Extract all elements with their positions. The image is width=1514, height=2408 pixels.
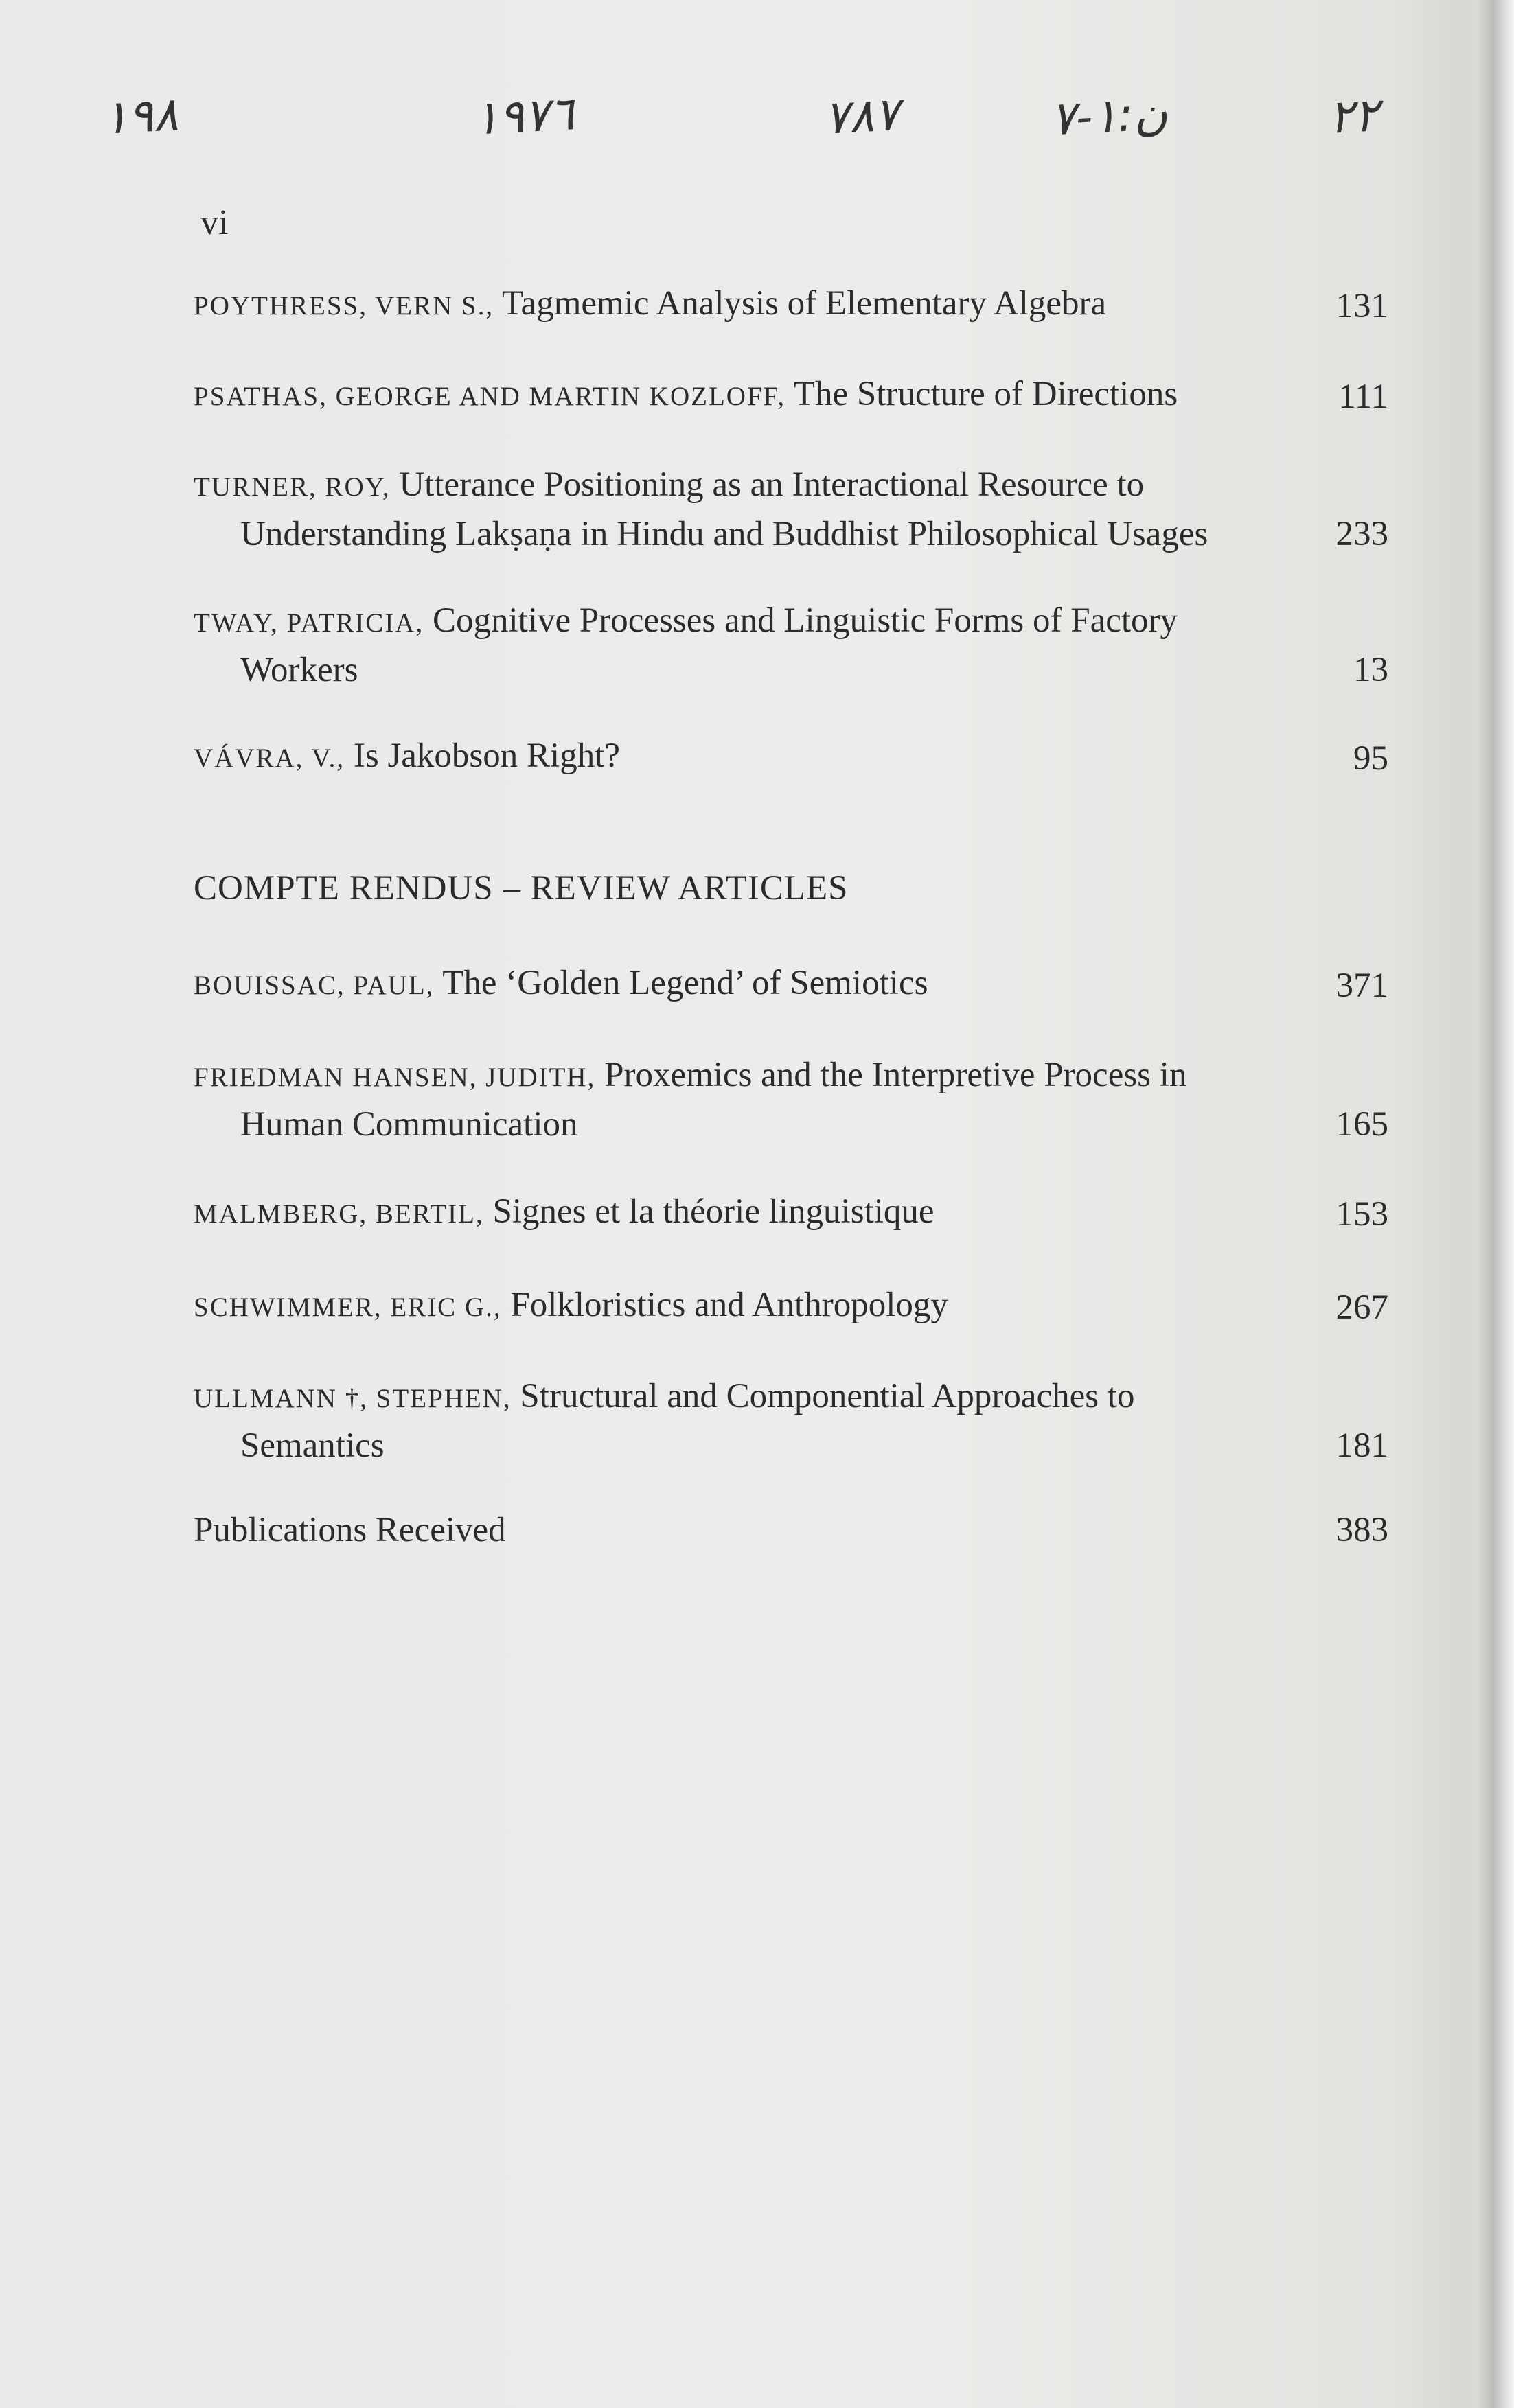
entry-title: The ‘Golden Legend’ of Semiotics [442, 964, 928, 1002]
handwritten-note: ٢٢ [1327, 88, 1381, 145]
page-number: vi [200, 203, 229, 242]
toc-entry[interactable] [194, 1282, 1388, 1331]
handwritten-note: ٧٨٧ [823, 87, 901, 146]
entry-title-continued: Semantics [240, 1426, 385, 1465]
toc-entry-publications[interactable] [194, 1507, 1388, 1553]
entry-page: 267 [1335, 1288, 1388, 1327]
entry-title-continued: Workers [240, 651, 358, 689]
entry-page: 165 [1335, 1105, 1388, 1144]
entry-page: 153 [1335, 1195, 1388, 1234]
entry-author: TURNER, ROY, [194, 472, 391, 502]
entry-author: VÁVRA, V., [194, 743, 345, 773]
entry-author: SCHWIMMER, ERIC G., [194, 1293, 502, 1322]
entry-title: Cognitive Processes and Linguistic Forms of Factory [432, 601, 1178, 640]
entry-page: 95 [1353, 739, 1388, 778]
entry-title: Folkloristics and Anthropology [510, 1286, 948, 1324]
entry-title: Proxemics and the Interpretive Process in [604, 1056, 1187, 1094]
entry-author: POYTHRESS, VERN S., [194, 291, 494, 321]
toc-entry[interactable] [194, 371, 1388, 420]
section-heading: COMPTE RENDUS – REVIEW ARTICLES [194, 869, 849, 907]
entry-page: 111 [1338, 378, 1388, 416]
entry-author: PSATHAS, GEORGE AND MARTIN KOZLOFF, [194, 382, 785, 411]
toc-entry[interactable] [194, 280, 1388, 329]
handwritten-note: ن:١-٧ [1049, 86, 1169, 147]
toc-entry[interactable] [194, 960, 1388, 1009]
handwritten-annotations [0, 86, 1514, 172]
entry-author: MALMBERG, BERTIL, [194, 1199, 484, 1229]
handwritten-note: ١٩٨ [102, 87, 180, 146]
toc-entry[interactable] [194, 1373, 1388, 1469]
entry-author: BOUISSAC, PAUL, [194, 971, 435, 1000]
toc-entry[interactable] [194, 461, 1388, 557]
handwritten-note: ١٩٧٦ [472, 86, 576, 146]
toc-entry[interactable] [194, 597, 1388, 693]
entry-title: Signes et la théorie linguistique [492, 1192, 934, 1231]
publications-label: Publications Received [194, 1511, 506, 1549]
entry-title: The Structure of Directions [793, 375, 1178, 413]
entry-author: FRIEDMAN HANSEN, JUDITH, [194, 1063, 596, 1092]
toc-entry[interactable] [194, 1188, 1388, 1238]
entry-page: 181 [1335, 1426, 1388, 1465]
toc-entry[interactable] [194, 1052, 1388, 1148]
entry-author: ULLMANN †, STEPHEN, [194, 1384, 512, 1413]
entry-title: Is Jakobson Right? [353, 737, 621, 775]
entry-title: Utterance Positioning as an Interactional Resource to [399, 465, 1145, 504]
toc-entry[interactable] [194, 732, 1388, 782]
entry-page: 371 [1335, 966, 1388, 1005]
entry-title-continued: Understanding Lakṣaṇa in Hindu and Buddhist Philosophical Usages [240, 515, 1208, 553]
entry-page: 383 [1335, 1511, 1388, 1549]
entry-page: 233 [1335, 515, 1388, 553]
entry-title-continued: Human Communication [240, 1105, 578, 1144]
entry-page: 131 [1335, 287, 1388, 325]
entry-page: 13 [1353, 651, 1388, 689]
page-edge-shadow [1476, 0, 1514, 2408]
entry-title: Structural and Componential Approaches to [520, 1377, 1135, 1415]
entry-title: Tagmemic Analysis of Elementary Algebra [501, 284, 1107, 323]
entry-author: TWAY, PATRICIA, [194, 608, 424, 638]
